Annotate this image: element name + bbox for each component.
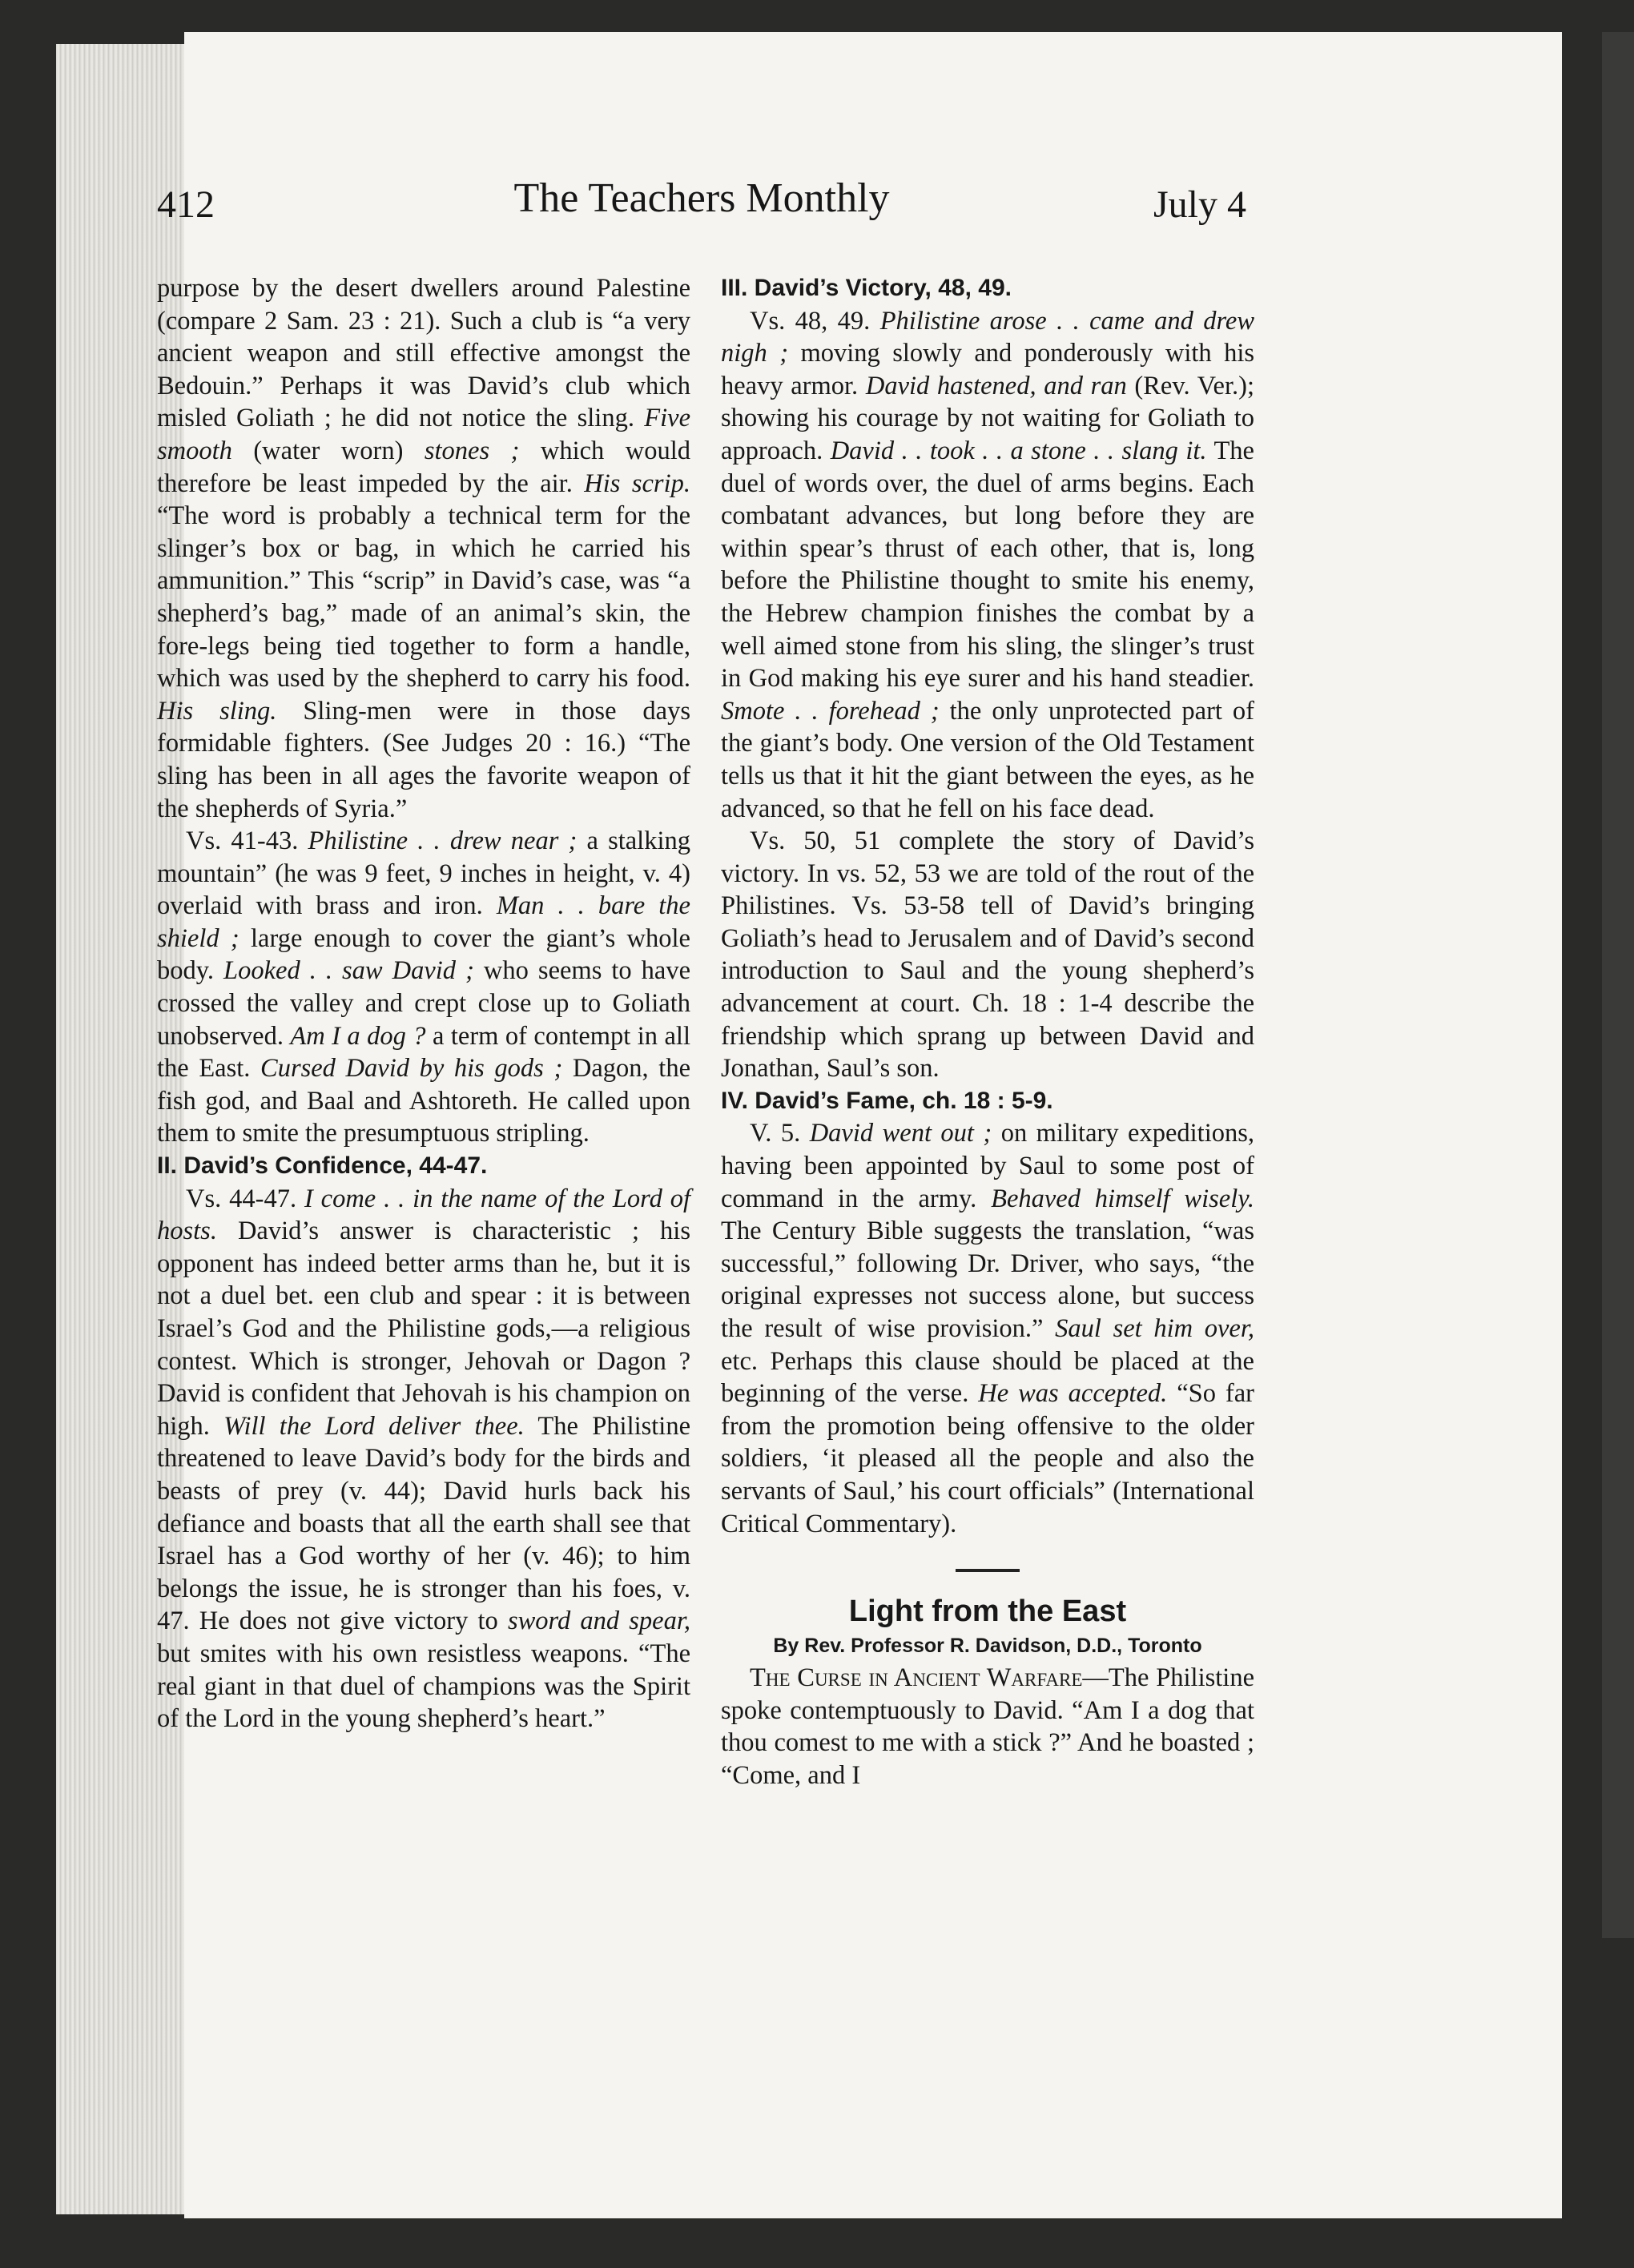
paragraph: Vs. 41-43. Philistine . . drew near ; a stalking mountain” (he was 9 feet, 9 inches in height, v. 4) overlaid with brass and iron. Man . . bare the shield ; large enough to cover the giant’s whole body. Looked . . saw David ; who seems to have crossed the valley and crept close up to Goliath unobserved. Am I a dog ? a term of contempt in all the East. Cursed David by his gods ; Dagon, the fish god, and Baal and Ashtoreth. He called upon them to smite the presumptuous stripling. (157, 826, 691, 1148)
italic-run: Saul set him over, (1055, 1314, 1254, 1343)
italic-run: Will the Lord deliver thee. (223, 1411, 525, 1441)
paragraph: Vs. 44-47. I come . . in the name of the Lord of hosts. David’s answer is characteristic ; his opponent has indeed better arms than he, but it is not a duel bet. een club and spear : it is between Israel’s God and the Philistine gods,—a religious contest. Which is stronger, Jehovah or Dagon ? David is confident that Jehovah is his champion on high. Will the Lord deliver thee. The Philistine threatened to leave David’s body for the birds and beasts of prey (v. 44); David hurls back his defiance and boasts that all the earth shall see that Israel has a God worthy of her (v. 46); to him belongs the issue, he is stronger than his foes, v. 47. He does not give victory to sword and spear, but smites with his own resistless weapons. “The real giant in that duel of champions was the Spirit of the Lord in the young shepherd’s heart.” (157, 1184, 691, 1734)
italic-run: His scrip. (584, 468, 690, 498)
facing-page-shadow (1602, 32, 1634, 1938)
section-title-light-from-the-east: Light from the East (848, 1594, 1127, 1629)
paragraph: Vs. 48, 49. Philistine arose . . came and drew nigh ; moving slowly and ponderously with his heavy armor. David hastened, and ran (Rev. Ver.); showing his courage by not waiting for Goliath to approach. David . . took . . a stone . . slang it. The duel of words over, the duel of arms begins. Each combatant advances, but long before they are within spear’s thrust of each other, that is, long before the Philistine thought to smite his enemy, the Hebrew champion finishes the combat by a well aimed stone from his sling, the slinger’s trust in God making his eye surer and his hand steadier. Smote . . forehead ; the only unprotected part of the giant’s body. One version of the Old Testament tells us that it hit the giant between the eyes, as he advanced, so that he fell on his face dead. (721, 306, 1255, 823)
italic-run: Am I a dog ? (290, 1021, 426, 1051)
small-caps-run: The Curse in Ancient Warfare (750, 1663, 1083, 1693)
italic-run: He was accepted. (978, 1379, 1168, 1409)
section-heading-david-fame: IV. David’s Fame, ch. 18 : 5-9. (721, 1087, 1053, 1114)
issue-date: July 4 (1153, 183, 1246, 226)
italic-run: Behaved himself wisely. (991, 1184, 1254, 1213)
italic-run: Philistine . . drew near ; (308, 826, 578, 856)
italic-run: David . . took . . a stone . . slang it. (830, 436, 1207, 465)
italic-run: Philistine arose . . came and drew nigh ; (721, 306, 1255, 368)
running-title: The Teachers Monthly (513, 175, 890, 221)
section-heading-david-confidence: II. David’s Confidence, 44-47. (157, 1152, 488, 1180)
italic-run: sword and spear, (507, 1606, 690, 1636)
paragraph: Vs. 50, 51 complete the story of David’s victory. In vs. 52, 53 we are told of the rout of the Philistines. Vs. 53-58 tell of David’s bringing Goliath’s head to Jerusalem and of David’s second introduction to Saul and the young shepherd’s advancement at court. Ch. 18 : 1-4 describe the friendship which sprang up between David and Jonathan, Saul’s son. (721, 826, 1254, 1084)
paragraph: The Curse in Ancient Warfare—The Philistine spoke contemptuously to David. “Am I a dog that thou comest to me with a stick ?” And he boasted ; “Come, and I (721, 1663, 1254, 1790)
section-heading-david-victory: III. David’s Victory, 48, 49. (721, 275, 1012, 301)
italic-run: His sling. (157, 696, 277, 726)
italic-run: stones ; (424, 436, 520, 465)
italic-run: Five smooth (157, 404, 690, 465)
page-header (157, 175, 1246, 239)
right-column (721, 272, 1254, 1792)
section-divider (956, 1569, 1020, 1572)
author-byline: By Rev. Professor R. Davidson, D.D., Toronto (773, 1635, 1202, 1658)
left-column (157, 272, 690, 1735)
paragraph: V. 5. David went out ; on military expeditions, having been appointed by Saul to some post of command in the army. Behaved himself wisely. The Century Bible suggests the translation, “was successful,” following Dr. Driver, who says, “the original expresses not success alone, but success the result of wise provision.” Saul set him over, etc. Perhaps this clause should be placed at the beginning of the verse. He was accepted. “So far from the promotion being offensive to the older soldiers, ‘it pleased all the people and also the servants of Saul,’ his court officials” (International Critical Commentary). (721, 1119, 1254, 1538)
italic-run: Smote . . forehead ; (721, 696, 940, 726)
page-number: 412 (157, 183, 215, 226)
italic-run: David went out ; (809, 1119, 992, 1148)
italic-run: I come . . in the name of the Lord of hosts. (157, 1184, 690, 1246)
italic-run: David hastened, and ran (865, 371, 1127, 400)
paragraph: purpose by the desert dwellers around Palestine (compare 2 Sam. 23 : 21). Such a club is “a very ancient weapon and still effective amongst the Bedouin.” Perhaps it was David’s club which misled Goliath ; he did not notice the sling. Five smooth (water worn) stones ; which would therefore be least impeded by the air. His scrip. “The word is probably a technical term for the slinger’s box or bag, in which he carried his ammunition.” This “scrip” in David’s case, was “a shepherd’s bag,” made of an animal’s skin, the fore-legs being tied together to form a handle, which was used by the shepherd to carry his food. His sling. Sling-men were in those days formidable fighters. (See Judges 20 : 16.) “The sling has been in all ages the favorite weapon of the shepherds of Syria.” (157, 274, 690, 823)
italic-run: Man . . bare the shield ; (157, 891, 690, 953)
italic-run: Looked . . saw David ; (223, 956, 474, 986)
italic-run: Cursed David by his gods ; (260, 1054, 563, 1084)
